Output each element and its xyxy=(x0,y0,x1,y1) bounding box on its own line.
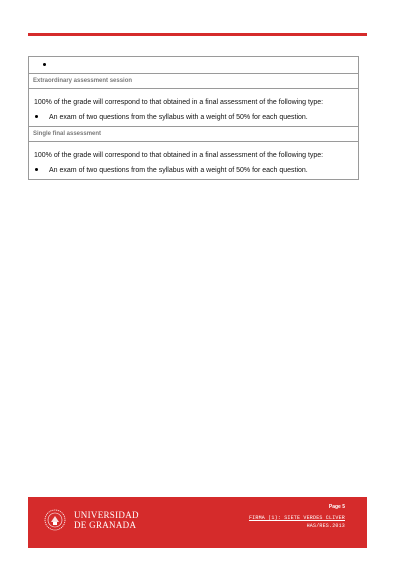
section-title: Single final assessment xyxy=(33,131,102,138)
list-item-text: An exam of two questions from the syllabus with a weight of 50% for each question. xyxy=(49,166,308,174)
page-footer xyxy=(28,497,367,548)
section-header-extraordinary xyxy=(29,74,358,89)
list-item-text: An exam of two questions from the syllabus with a weight of 50% for each question. xyxy=(49,113,308,121)
list-item xyxy=(34,167,354,176)
signature-code-line: FIRMA (1): SIETE VERDES CLIVER xyxy=(248,515,345,521)
assessment-table xyxy=(28,56,359,180)
page-number: Page 5 xyxy=(328,504,345,510)
university-line-1: UNIVERSIDAD xyxy=(74,510,139,520)
bullet-mark xyxy=(34,167,49,176)
section-paragraph: 100% of the grade will correspond to that obtained in a final assessment of the following type: xyxy=(34,99,324,106)
section-paragraph: 100% of the grade will correspond to that obtained in a final assessment of the following type: xyxy=(34,152,324,160)
section-header-single-final xyxy=(29,127,358,142)
section-body-single-final xyxy=(29,142,358,179)
list-item xyxy=(34,114,354,123)
university-logo-text xyxy=(74,511,139,530)
signature-code-line-2: HAS/RES.2013 xyxy=(306,523,345,529)
bullet-mark xyxy=(34,114,49,123)
university-seal-icon xyxy=(44,509,66,531)
empty-bullet-row xyxy=(29,57,358,74)
header-rule xyxy=(28,33,367,36)
bullet-dot xyxy=(43,63,46,66)
university-line-2: DE GRANADA xyxy=(74,519,137,530)
section-title: Extraordinary assessment session xyxy=(33,78,133,84)
section-body-extraordinary xyxy=(29,89,358,127)
